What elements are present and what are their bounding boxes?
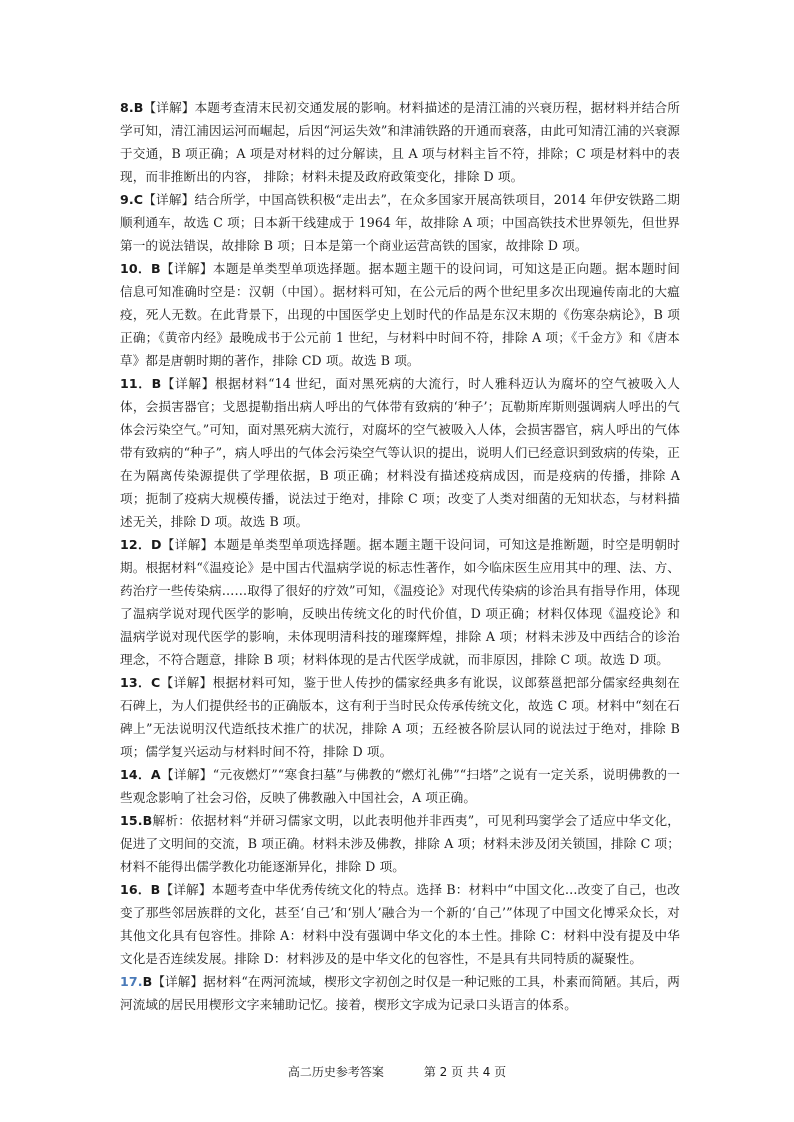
answer-item [120, 671, 680, 763]
answer-text: 【详解】据材料“在两河流域，楔形文字初创之时仅是一种记账的工具，朴素而简陋。其后，两河流域的居民用楔形文字来辅助记忆。接着，楔形文字成为记录口头语言的体系。 [120, 974, 680, 1012]
answer-item [120, 970, 680, 1016]
answer-item [120, 372, 680, 533]
question-number: 13．C [120, 675, 161, 690]
question-number: 8.B [120, 100, 144, 115]
answer-text: 【详解】本题是单类型单项选择题。据本题主题干的设问词，可知这是正向题。据本题时间信息可知准确时空是：汉朝（中国）。据材料可知，在公元后的两个世纪里多次出现遍传南北的大瘟疫，死人无数。在此背景下，出现的中国医学史上划时代的作品是东汉末期的《伤寒杂病论》，B 项正确；《黄帝内经》最晚成书于公元前 1 世纪，与材料中时间不符，排除 A 项；《千金方》和《唐本草》都是唐朝时期的著作，排除 CD 项。故选 B 项。 [120, 261, 681, 368]
question-number: 16．B [120, 882, 161, 897]
answer-item [120, 96, 680, 188]
page-number: 第 2 页 共 4 页 [423, 1065, 507, 1079]
question-number: 12．D [120, 537, 162, 552]
answer-list [120, 96, 680, 1016]
question-number: 17. [120, 974, 143, 989]
question-number: 14．A [120, 767, 161, 782]
answer-item [120, 188, 680, 257]
answer-text: 【详解】本题考查中华优秀传统文化的特点。选择 B：材料中“中国文化…改变了自己，也改变了那些邻居族群的文化，甚至‘自己’和‘别人’融合为一个新的‘自己’”体现了中国文化博采众长，对其他文化具有包容性。排除 A：材料中没有强调中华文化的本土性。排除 C：材料中没有提及中华文化是否连续发展。排除 D：材料涉及的是中华文化的包容性，不是具有共同特质的凝聚性。 [120, 882, 680, 966]
answer-text: 【详解】“元夜燃灯”“寒食扫墓”与佛教的“燃灯礼佛”“扫塔”之说有一定关系，说明佛教的一些观念影响了社会习俗，反映了佛教融入中国社会，A 项正确。 [120, 767, 680, 805]
answer-item [120, 763, 680, 809]
answer-item [120, 809, 680, 878]
question-number: 15.B [120, 813, 153, 828]
answer-text: 【详解】本题考查清末民初交通发展的影响。材料描述的是清江浦的兴衰历程，据材料并结合所学可知，清江浦因运河而崛起，后因“河运失效”和津浦铁路的开通而衰落，由此可知清江浦的兴衰源于交通，B 项正确；A 项是对材料的过分解读，且 A 项与材料主旨不符，排除；C 项是材料中的表现，而非推断出的内容， 排除；材料未提及政府政策变化，排除 D 项。 [120, 100, 680, 184]
answer-item [120, 533, 680, 671]
answer-text: 【详解】本题是单类型单项选择题。据本题主题干设问词，可知这是推断题，时空是明朝时期。根据材料“《温疫论》是中国古代温病学说的标志性著作，如今临床医生应用其中的理、法、方、药治疗一些传染病……取得了很好的疗效”可知，《温疫论》对现代传染病的诊治具有指导作用，体现了温病学说对现代医学的影响，反映出传统文化的时代价值，D 项正确；材料仅体现《温疫论》和温病学说对现代医学的影响，未体现明清科技的璀璨辉煌，排除 A 项；材料未涉及中西结合的诊治理念，不符合题意，排除 B 项；材料体现的是古代医学成就，而非原因，排除 C 项。故选 D 项。 [120, 537, 680, 667]
answer-item [120, 878, 680, 970]
page-footer [0, 1063, 794, 1080]
footer-title: 高二历史参考答案 [287, 1065, 384, 1079]
answer-item [120, 257, 680, 372]
answer-text: 解析：依据材料“并研习儒家文明，以此表明他并非西夷”，可见利玛窦学会了适应中华文化，促进了文明间的交流，B 项正确。材料未涉及佛教，排除 A 项；材料未涉及闭关锁国，排除 C 项；材料不能得出儒学教化功能逐渐异化，排除 D 项。 [120, 813, 680, 874]
answer-text: 【详解】结合所学，中国高铁积极“走出去”，在众多国家开展高铁项目，2014 年伊安铁路二期顺利通车，故选 C 项；日本新干线建成于 1964 年，故排除 A 项；中国高铁技术世界领先，但世界第一的说法错误，故排除 B 项；日本是第一个商业运营高铁的国家，故排除 D 项。 [120, 192, 680, 253]
question-answer-letter: B [142, 974, 153, 989]
question-number: 10．B [120, 261, 161, 276]
question-number: 11．B [120, 376, 162, 391]
answer-text: 【详解】根据材料“14 世纪，面对黑死病的大流行，时人雅科迈认为腐坏的空气被吸入人体，会损害器官；戈恩提勒指出病人呼出的气体带有致病的‘种子’；瓦勒斯库斯则强调病人呼出的气体会污染空气。”可知，面对黑死病大流行，对腐坏的空气被吸入人体，会损害器官，病人呼出的气体带有致病的“种子”，病人呼出的气体会污染空气等认识的提出，说明人们已经意识到致病的传染，正在为隔离传染源提供了学理依据，B 项正确；材料没有描述疫病成因，而是疫病的传播，排除 A 项；扼制了疫病大规模传播，说法过于绝对，排除 C 项；改变了人类对细菌的无知状态，与材料描述无关，排除 D 项。故选 B 项。 [120, 376, 680, 529]
answer-text: 【详解】根据材料可知，鉴于世人传抄的儒家经典多有讹误，议郎蔡邕把部分儒家经典刻在石碑上，为人们提供经书的正确版本，这有利于当时民众传承传统文化，故选 C 项。材料中“刻在石碑上”无法说明汉代造纸技术推广的状况，排除 A 项；五经被各阶层认同的说法过于绝对，排除 B 项；儒学复兴运动与材料时间不符，排除 D 项。 [120, 675, 680, 759]
question-number: 9.C [120, 192, 144, 207]
